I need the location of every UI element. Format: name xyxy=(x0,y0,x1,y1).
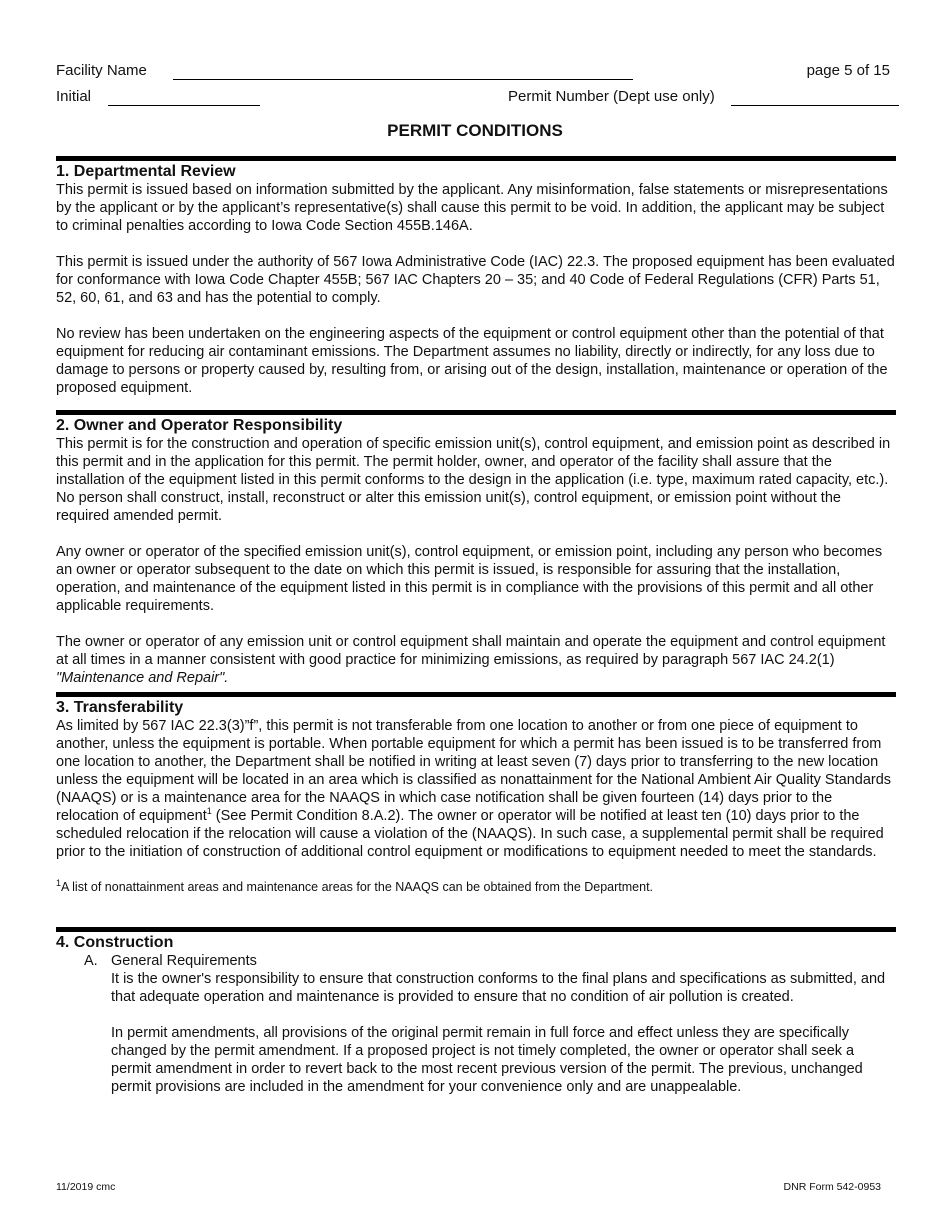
page-title: PERMIT CONDITIONS xyxy=(387,121,563,140)
paragraph: This permit is issued under the authority of 567 Iowa Administrative Code (IAC) 22.3. The proposed equipment has been evaluated for conformance with Iowa Code Chapter 455B; 567 IAC Chapters 20 – 35; and 40 Code of Federal Regulations (CFR) Parts 51, 52, 60, 61, and 63 and has the potential to comply. xyxy=(56,254,895,306)
paragraph xyxy=(56,633,896,687)
section-heading: 4. Construction xyxy=(56,934,174,951)
section-divider xyxy=(56,156,896,161)
section-divider xyxy=(56,410,896,415)
paragraph xyxy=(56,717,896,861)
initial-field[interactable] xyxy=(108,105,260,106)
section-heading: 3. Transferability xyxy=(56,699,184,716)
paragraph: This permit is issued based on information submitted by the applicant. Any misinformation, false statements or misrepresentations by the applicant or by the applicant’s representative(s) shall cause this permit to be void. In addition, the applicant may be subject to criminal penalties according to Iowa Code Section 455B.146A. xyxy=(56,182,888,234)
section-heading: 2. Owner and Operator Responsibility xyxy=(56,417,343,434)
page-number: page 5 of 15 xyxy=(806,62,890,79)
italic-reference: "Maintenance and Repair". xyxy=(56,670,229,686)
footnote-marker: 1 xyxy=(56,877,62,888)
facility-name-field[interactable] xyxy=(173,79,633,80)
paragraph-text: (See Permit Condition 8.A.2). The owner or operator will be notified at least ten (10) days prior to the scheduled relocation if the relocation will cause a violation of the (NAAQS). In such case, a supplemental permit shall be required prior to the initiation of construction of additional control equipment or modifications to equipment needed to meet the standards. xyxy=(56,808,884,860)
section-divider xyxy=(56,692,896,697)
permit-number-field[interactable] xyxy=(731,105,899,106)
subsection-body xyxy=(111,970,896,1096)
section-departmental-review xyxy=(56,156,896,397)
footnote-marker: 1 xyxy=(206,806,212,817)
footer-form-number: DNR Form 542-0953 xyxy=(783,1181,881,1193)
paragraph-text: The owner or operator of any emission unit or control equipment shall maintain and operate the equipment and control equipment at all times in a manner consistent with good practice for minimizing emissions, as required by paragraph 567 IAC 24.2(1) xyxy=(56,634,886,668)
initial-label: Initial xyxy=(56,88,92,105)
section-construction xyxy=(56,927,896,1096)
paragraph: It is the owner's responsibility to ensure that construction conforms to the final plans and specifications as submitted, and that adequate operation and maintenance is provided to ensure that no condition of air pollution is created. xyxy=(111,971,886,1005)
footnote xyxy=(56,879,896,895)
permit-number-label: Permit Number (Dept use only) xyxy=(508,88,715,105)
footer-date: 11/2019 cmc xyxy=(56,1181,116,1193)
paragraph-text: As limited by 567 IAC 22.3(3)”f”, this permit is not transferable from one location to another or from one piece of equipment to another, unless the equipment is portable. When portable equipment for which a permit has been issued is to be transferred from one location to another, the Department shall be notified in writing at least seven (7) days prior to transferring to the new location unless the equipment will be located in an area which is classified as nonattainment for the National Ambient Air Quality Standards (NAAQS) or is a maintenance area for the NAAQS in which case notification shall be given fourteen (14) days prior to the relocation of equipment xyxy=(56,718,892,824)
paragraph: In permit amendments, all provisions of the original permit remain in full force and effect unless they are specifically changed by the permit amendment. If a proposed project is not timely completed, the owner or operator shall seek a permit amendment in order to revert back to the most recent previous version of the permit. The previous, unchanged permit provisions are included in the amendment for your convenience only and are unappealable. xyxy=(111,1025,863,1095)
subsection-label: General Requirements xyxy=(111,953,257,969)
paragraph: Any owner or operator of the specified emission unit(s), control equipment, or emission point, including any person who becomes an owner or operator subsequent to the date on which this permit is issued, is responsible for assuring that the installation, operation, and maintenance of the equipment listed in this permit is in compliance with the provisions of this permit and all other applicable requirements. xyxy=(56,544,883,614)
section-heading: 1. Departmental Review xyxy=(56,163,236,180)
facility-name-label: Facility Name xyxy=(56,62,147,79)
section-divider xyxy=(56,927,896,932)
subsection-general-requirements xyxy=(84,952,896,970)
subsection-letter: A. xyxy=(84,953,98,969)
section-transferability xyxy=(56,692,896,895)
footnote-text: A list of nonattainment areas and maintenance areas for the NAAQS can be obtained from the Department. xyxy=(61,880,654,894)
paragraph: This permit is for the construction and operation of specific emission unit(s), control equipment, and emission point as described in this permit and in the application for this permit. The permit holder, owner, and operator of the facility shall assure that the installation of the equipment listed in this permit conforms to the design in the application (i.e. type, maximum rated capacity, etc.). No person shall construct, install, reconstruct or alter this emission unit(s), control equipment, or emission point without the required amended permit. xyxy=(56,436,891,524)
paragraph: No review has been undertaken on the engineering aspects of the equipment or control equipment other than the potential of that equipment for reducing air contaminant emissions. The Department assumes no liability, directly or indirectly, for any loss due to damage to persons or property caused by, resulting from, or arising out of the design, installation, maintenance or operation of the proposed equipment. xyxy=(56,326,888,396)
section-owner-operator-responsibility xyxy=(56,410,896,687)
